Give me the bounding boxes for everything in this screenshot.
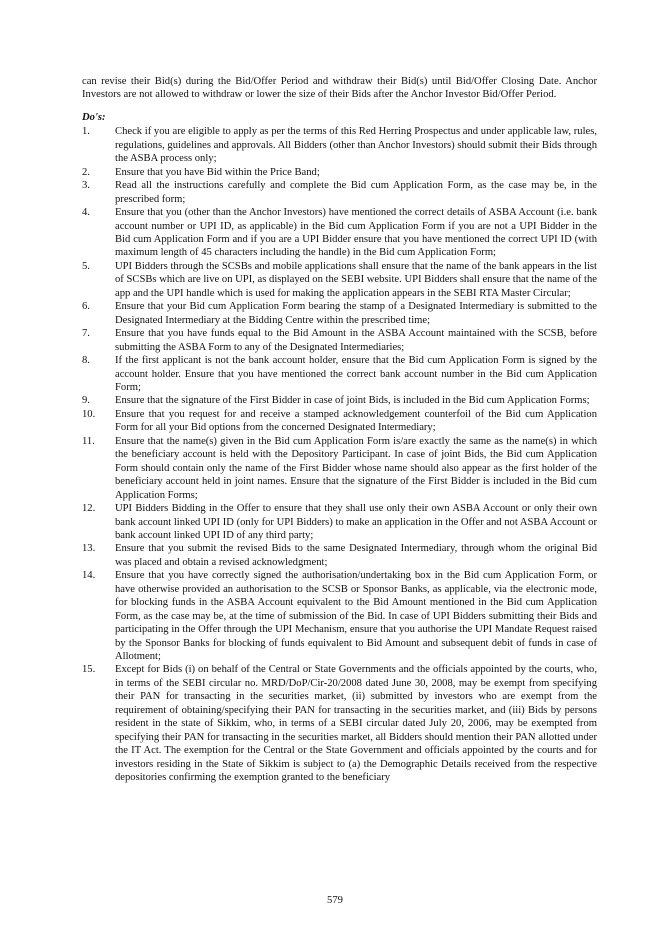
item-number: 9. [82, 395, 90, 407]
list-item [82, 354, 597, 394]
item-number: 5. [82, 260, 90, 272]
item-text: Ensure that you have funds equal to the Bid Amount in the ASBA Account maintained with the SCSB, before submitting the ASBA Form to any of the Designated Intermediaries; [115, 328, 597, 353]
list-item [82, 542, 597, 569]
page-number: 579 [327, 895, 343, 906]
list-item [82, 569, 597, 663]
list-item [82, 300, 597, 327]
intro-paragraph: can revise their Bid(s) during the Bid/Offer Period and withdraw their Bid(s) until Bid/Offer Closing Date. Anchor Investors are not allowed to withdraw or lower the size of their Bids after the Anchor Investor Bid/Offer Period. [82, 76, 597, 101]
list-item [82, 260, 597, 300]
item-number: 10. [82, 408, 96, 420]
item-text: If the first applicant is not the bank account holder, ensure that the Bid cum Application Form is signed by the account holder. Ensure that you have mentioned the correct bank account number in the Bid cum Application Form; [115, 355, 597, 393]
dos-list [82, 125, 597, 784]
list-item [82, 502, 597, 542]
item-number: 13. [82, 543, 96, 555]
item-text: Read all the instructions carefully and complete the Bid cum Application Form, as the case may be, in the prescribed form; [115, 180, 597, 205]
item-number: 15. [82, 664, 96, 676]
item-number: 2. [82, 166, 90, 178]
item-number: 8. [82, 355, 90, 367]
item-text: UPI Bidders through the SCSBs and mobile applications shall ensure that the name of the bank appears in the list of SCSBs which are live on UPI, as displayed on the SEBI website. UPI Bidders shall ensure that the name of the app and the UPI handle which is used for making the application appears in the SEBI RTA Master Circular; [115, 260, 597, 299]
item-text: Ensure that you submit the revised Bids to the same Designated Intermediary, through whom the original Bid was placed and obtain a revised acknowledgment; [115, 543, 597, 568]
item-text: Ensure that the name(s) given in the Bid cum Application Form is/are exactly the same as the name(s) in which the beneficiary account is held with the Depository Participant. In case of joint Bids, the Bid cum Application Form should contain only the name of the First Bidder whose name should also appear as the first holder of the beneficiary account held in joint names. Ensure that the signature of the First Bidder is included in the Bid cum Application Forms; [115, 435, 597, 501]
item-number: 11. [82, 435, 95, 447]
item-text: Check if you are eligible to apply as per the terms of this Red Herring Prospectus and under applicable law, rules, regulations, guidelines and approvals. All Bidders (other than Anchor Investors) should submit their Bids through the ASBA process only; [115, 126, 597, 165]
document-page [82, 75, 597, 785]
item-number: 1. [82, 126, 90, 138]
item-number: 3. [82, 180, 90, 192]
list-item [82, 327, 597, 354]
list-item [82, 166, 597, 179]
item-number: 6. [82, 301, 90, 313]
item-text: Ensure that you have correctly signed the authorisation/undertaking box in the Bid cum Application Form, or have otherwise provided an authorisation to the SCSB or Sponsor Banks, as applicable, via the electronic mode, for blocking funds in the ASBA Account equivalent to the Bid Amount mentioned in the Bid cum Application Form, as the case may be, at the time of submission of the Bid. In case of UPI Bidders submitting their Bids and participating in the Offer through the UPI Mechanism, ensure that you authorise the UPI Mandate Request raised by the Sponsor Banks for blocking of funds equivalent to Bid Amount and subsequent debit of funds in case of Allotment; [115, 570, 597, 663]
dos-heading: Do's: [82, 111, 106, 123]
item-number: 7. [82, 328, 90, 340]
list-item [82, 206, 597, 260]
item-text: Ensure that you (other than the Anchor Investors) have mentioned the correct details of ASBA Account (i.e. bank account number or UPI ID, as applicable) in the Bid cum Application Form if you are not a UPI Bidder in the Bid cum Application Form and if you are a UPI Bidder ensure that you have mentioned the correct UPI ID (with maximum length of 45 characters including the handle) in the Bid cum Application Form; [115, 207, 597, 259]
list-item [82, 179, 597, 206]
list-item [82, 408, 597, 435]
item-number: 4. [82, 207, 90, 219]
item-text: UPI Bidders Bidding in the Offer to ensure that they shall use only their own ASBA Account or only their own bank account linked UPI ID (only for UPI Bidders) to make an application in the Offer and not ASBA Account or bank account linked UPI ID of any third party; [115, 503, 597, 541]
item-text: Ensure that you have Bid within the Price Band; [115, 166, 320, 178]
item-text: Ensure that your Bid cum Application Form bearing the stamp of a Designated Intermediary is submitted to the Designated Intermediary at the Bidding Centre within the prescribed time; [115, 301, 597, 326]
item-text: Ensure that the signature of the First Bidder in case of joint Bids, is included in the Bid cum Application Forms; [115, 395, 590, 407]
list-item [82, 435, 597, 502]
list-item [82, 125, 597, 165]
item-text: Except for Bids (i) on behalf of the Central or State Governments and the officials appointed by the courts, who, in terms of the SEBI circular no. MRD/DoP/Cir-20/2008 dated June 30, 2008, may be exempt from specifying their PAN for transacting in the securities market, (ii) submitted by investors who are exempt from the requirement of obtaining/specifying their PAN for transacting in the securities market, and (iii) Bids by persons resident in the state of Sikkim, who, in terms of a SEBI circular dated July 20, 2006, may be exempted from specifying their PAN for transacting in the securities market, all Bidders should mention their PAN allotted under the IT Act. The exemption for the Central or the State Government and officials appointed by the courts and for investors residing in the State of Sikkim is subject to (a) the Demographic Details received from the respective depositories confirming the exemption granted to the beneficiary [115, 664, 597, 784]
item-number: 14. [82, 570, 96, 582]
list-item [82, 663, 597, 784]
item-text: Ensure that you request for and receive a stamped acknowledgement counterfoil of the Bid cum Application Form for all your Bid options from the concerned Designated Intermediary; [115, 408, 597, 434]
list-item [82, 394, 597, 407]
item-number: 12. [82, 503, 96, 515]
